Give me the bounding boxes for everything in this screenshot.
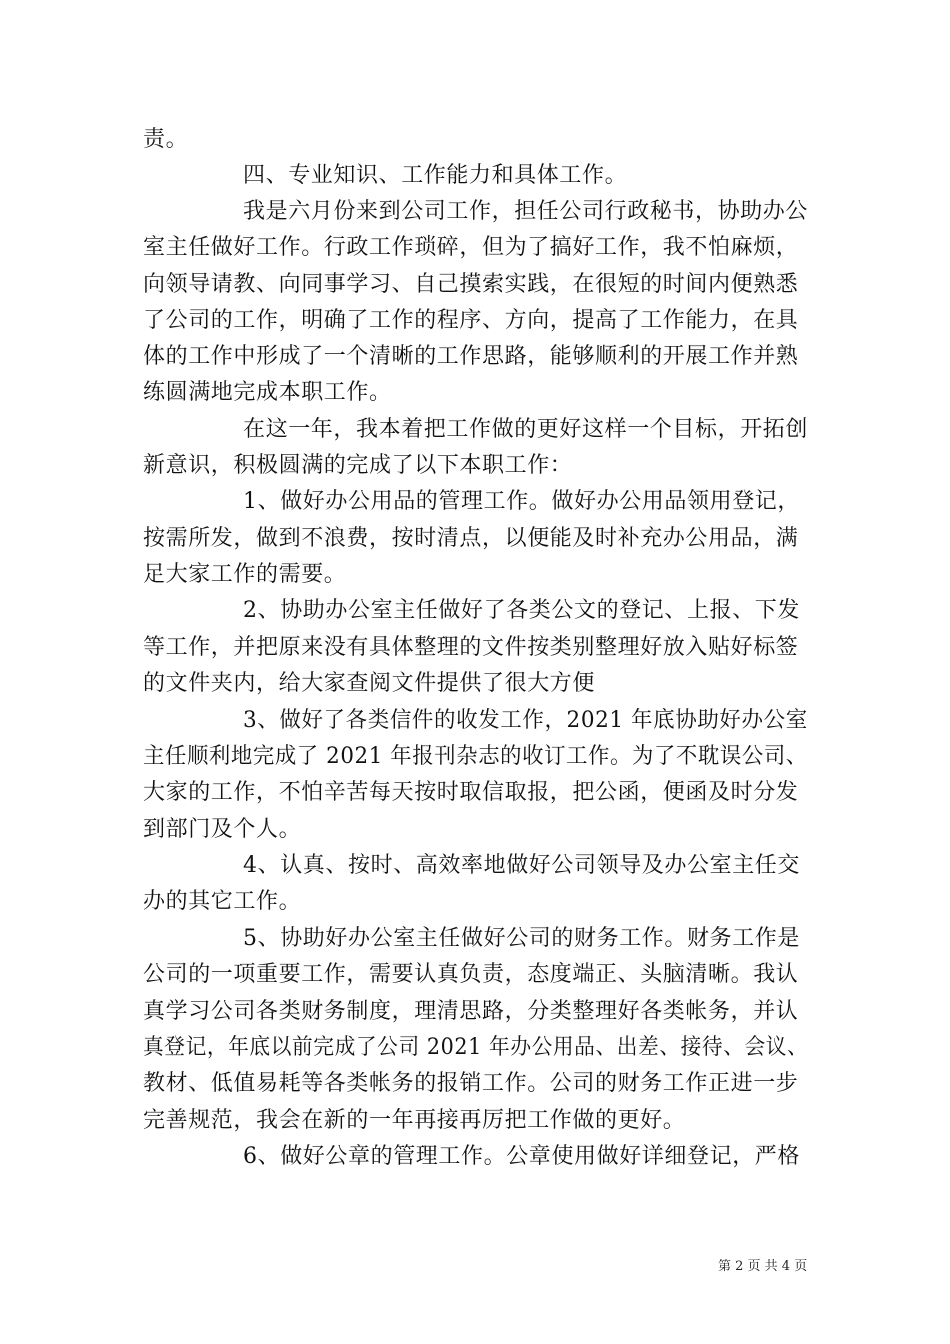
text-line: 在这一年，我本着把工作做的更好这样一个目标，开拓创: [243, 417, 809, 442]
text-line: 教材、低值易耗等各类帐务的报销工作。公司的财务工作正进一步: [143, 1071, 799, 1096]
section-heading: 四、专业知识、工作能力和具体工作。: [243, 163, 628, 188]
text-line: 完善规范，我会在新的一年再接再厉把工作做的更好。: [143, 1108, 686, 1133]
text-line: 了公司的工作，明确了工作的程序、方向，提高了工作能力，在具: [143, 308, 799, 333]
text-line: 公司的一项重要工作，需要认真负责，态度端正、头脑清晰。我认: [143, 962, 799, 987]
text-line: 大家的工作，不怕辛苦每天按时取信取报，把公函，便函及时分发: [143, 780, 799, 805]
text-line: 等工作，并把原来没有具体整理的文件按类别整理好放入贴好标签: [143, 635, 799, 660]
list-item: 4、认真、按时、高效率地做好公司领导及办公室主任交: [243, 853, 800, 878]
list-item: 5、协助好办公室主任做好公司的财务工作。财务工作是: [243, 926, 800, 951]
page-number: 第 2 页 共 4 页: [718, 1259, 808, 1274]
list-item: 2、协助办公室主任做好了各类公文的登记、上报、下发: [243, 598, 800, 623]
text-line: 到部门及个人。: [143, 817, 302, 842]
text-line: 室主任做好工作。行政工作琐碎，但为了搞好工作，我不怕麻烦，: [143, 235, 799, 260]
text-line: 主任顺利地完成了 2021 年报刊杂志的收订工作。为了不耽误公司、: [143, 744, 808, 769]
text-line: 体的工作中形成了一个清晰的工作思路，能够顺利的开展工作并熟: [143, 344, 799, 369]
text-line: 练圆满地完成本职工作。: [143, 380, 392, 405]
text-line: 责。: [143, 127, 189, 152]
text-line: 办的其它工作。: [143, 889, 302, 914]
list-item: 3、做好了各类信件的收发工作，2021 年底协助好办公室: [243, 708, 808, 733]
text-line: 新意识，积极圆满的完成了以下本职工作：: [143, 453, 573, 478]
text-line: 真登记，年底以前完成了公司 2021 年办公用品、出差、接待、会议、: [143, 1035, 809, 1060]
text-line: 我是六月份来到公司工作，担任公司行政秘书，协助办公: [243, 199, 809, 224]
list-item: 1、做好办公用品的管理工作。做好办公用品领用登记，: [243, 489, 800, 514]
text-line: 的文件夹内，给大家查阅文件提供了很大方便: [143, 671, 596, 696]
text-line: 真学习公司各类财务制度，理清思路，分类整理好各类帐务，并认: [143, 999, 799, 1024]
text-line: 足大家工作的需要。: [143, 562, 347, 587]
list-item: 6、做好公章的管理工作。公章使用做好详细登记，严格: [243, 1144, 800, 1169]
text-line: 向领导请教、向同事学习、自己摸索实践，在很短的时间内便熟悉: [143, 272, 799, 297]
text-line: 按需所发，做到不浪费，按时清点，以便能及时补充办公用品，满: [143, 526, 799, 551]
